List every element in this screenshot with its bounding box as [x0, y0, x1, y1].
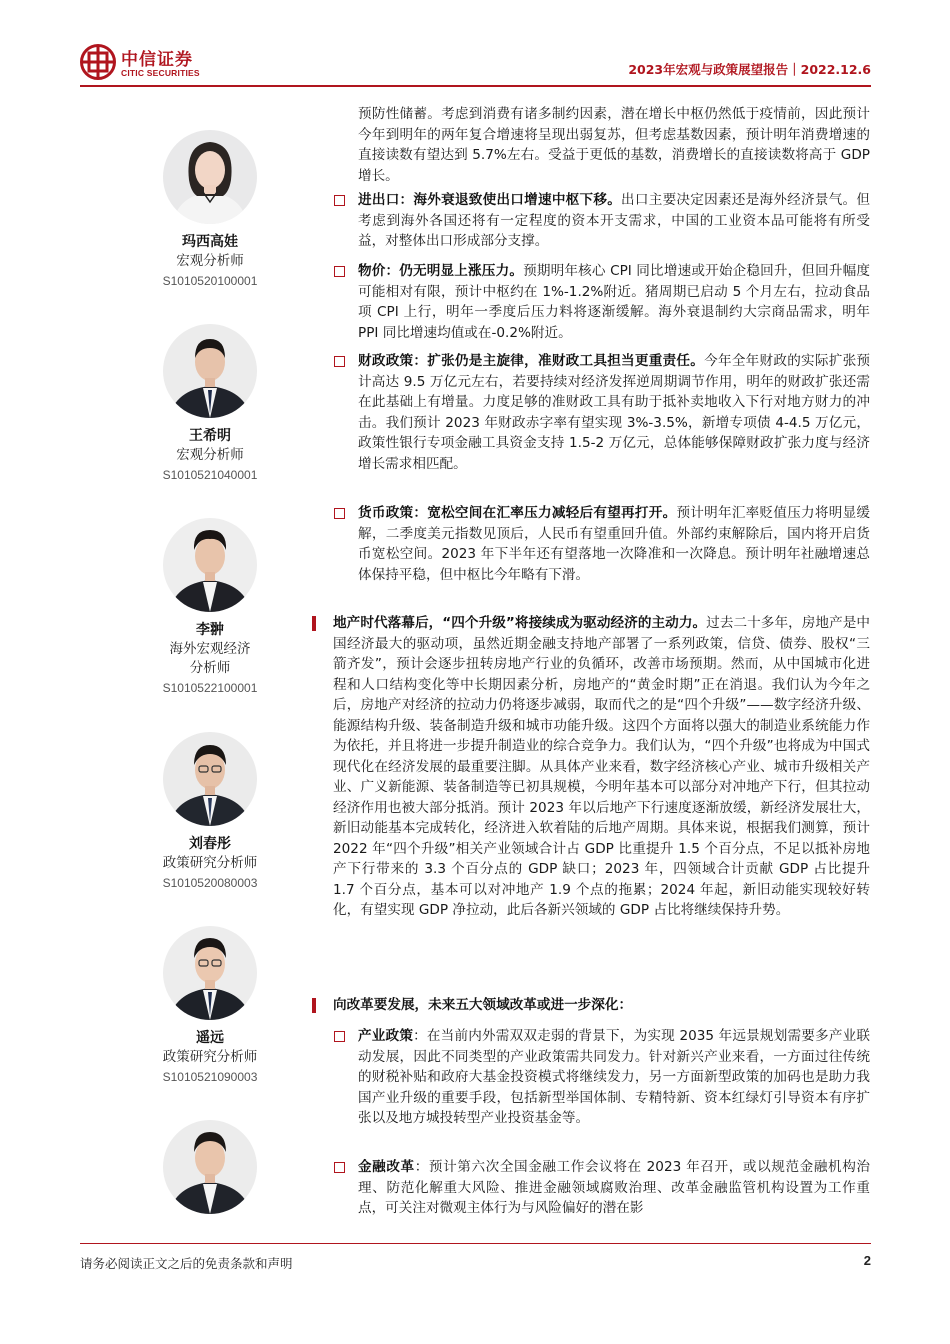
bullet-square-icon: [334, 508, 345, 519]
analyst-license-id: S1010520080003: [162, 876, 258, 890]
paragraph-text: 预计明年汇率贬值压力将明显缓解，二季度美元指数见顶后，人民币有望重回升值。外部约束解除后，国内将开启货币宽松空间。2023 年下半年还有望落地一次降准和一次降息。预计明年社融增速总体保持平稳，但中枢比今年略有下滑。: [358, 505, 871, 583]
page-number: 2: [863, 1253, 871, 1268]
analyst-role: 宏观分析师: [176, 447, 244, 463]
paragraph-text: 预防性储蓄。考虑到消费有诸多制约因素，潜在增长中枢仍然低于疫情前，因此预计今年到明年的两年复合增速将呈现出弱复苏，但考虑基数因素，预计明年消费增速的直接读数有望达到 5.7%左右。受益于更低的基数，消费增长的直接读数将高于 GDP 增长。: [358, 106, 870, 184]
paragraph-text: 过去二十多年，房地产是中国经济最大的驱动项，虽然近期金融支持地产部署了一系列政策，信贷、债券、股权“三箭齐发”，预计会逐步扭转房地产行业的负循环，改善市场预期。然而，从中国城市化进程和人口结构变化等中长期因素分析，房地产的“黄金时期”正在消退。我们认为今年之后，房地产对经济的拉动力仍将逐步减弱，取而代之的是“四个升级”——数字经济升级、能源结构升级、装备制造升级和城市功能升级。这四个方面将以强大的制造业系统能力作为依托，并且将进一步提升制造业的综合竞争力。我们认为，“四个升级”也将成为中国式现代化在经济发展的最重要注脚。从具体产业来看，数字经济核心产业、城市升级相关产业、广义新能源、装备制造等已初具规模，今明年基本可以部分对冲地产下行，但其拉动经济作用也被大部分抵消。预计 2023 年以后地产下行速度逐渐放缓，新经济发展壮大，新旧动能基本完成转化，经济进入软着陆的后地产周期。具体来说，根据我们测算，预计 2022 年“四个升级”相关产业领域合计占 GDP 比重提升 1.5 个百分点，不足以抵补房地产下行带来的 3.3 个百分点的 GDP 缺口；2023 年，四领域合计贡献 GDP 占比提升 1.7 个百分点，基本可以对冲地产 1.9 个点的拖累；2024 年起，新旧动能实现较好转化，有望实现 GDP 净拉动，此后各新兴领域的 GDP 占比将继续保持升势。: [333, 615, 871, 918]
paragraph-heading: 地产时代落幕后，“四个升级”将接续成为驱动经济的主动力。: [333, 615, 707, 631]
reform-heading: [333, 995, 870, 1016]
footer-divider: [80, 1243, 871, 1244]
consumption-paragraph: [358, 104, 870, 186]
prices-paragraph: [358, 261, 870, 343]
section-marker-bar: [312, 998, 316, 1013]
analyst-card: [130, 518, 290, 698]
finance-reform-paragraph: [358, 1157, 870, 1219]
analyst-card: [130, 926, 290, 1087]
analyst-role: 宏观分析师: [176, 253, 244, 269]
property-paragraph: [333, 613, 870, 921]
industry-policy-paragraph: [358, 1026, 870, 1129]
citic-logo-icon: [80, 44, 116, 80]
bullet-square-icon: [334, 356, 345, 367]
paragraph-text: ：在当前内外需双双走弱的背景下，为实现 2035 年远景规划需要多产业联动发展，因此不同类型的产业政策需共同发力。针对新兴产业来看，一方面过往传统的财税补贴和政府大基金投资模式将继续发力，另一方面新型政策的加码也是助力我国产业升级的重要手段，包括新型举国体制、专精特新、资本红绿灯引导资本有序扩张以及地方城投转型产业投资基金等。: [358, 1028, 870, 1126]
paragraph-text: 今年全年财政的实际扩张预计高达 9.5 万亿元左右，若要持续对经济发挥逆周期调节作用，明年的财政扩张还需在此基础上有增量。力度足够的准财政工具有助于抵补卖地收入下行对地方财力的冲击。我们预计 2023 年财政赤字率有望实现 3%-3.5%，新增专项债 4-4.5 万亿元，政策性银行专项金融工具资金支持 1.5-2 万亿元，总体能够保障财政扩张力度与经济增长需求相匹配。: [358, 353, 871, 472]
paragraph-text: 出口主要决定因素还是海外经济景气。但考虑到海外各国还将有一定程度的资本开支需求，中国的工业资本品可能将有所受益，对整体出口形成部分支撑。: [358, 192, 870, 249]
paragraph-heading: 产业政策: [358, 1028, 414, 1044]
bullet-square-icon: [334, 266, 345, 277]
analyst-card: [130, 130, 290, 291]
exports-paragraph: [358, 190, 870, 252]
analyst-name: 李翀: [196, 622, 224, 638]
paragraph-text: 预期明年核心 CPI 同比增速或开始企稳回升，但回升幅度可能相对有限，预计中枢约在 1%-1.2%附近。猪周期已启动 5 个月左右，拉动食品项 CPI 上行，明年一季度后压力料将逐渐缓解。海外衰退制约大宗商品需求，明年 PPI 同比增速均值或在-0.2%附近。: [358, 263, 871, 341]
analyst-name: 刘春彤: [189, 836, 231, 852]
analyst-card: [130, 1120, 290, 1214]
analyst-photo: [163, 926, 257, 1020]
analyst-license-id: S1010521090003: [162, 1070, 258, 1084]
bullet-square-icon: [334, 1031, 345, 1042]
section-heading: 向改革要发展，未来五大领域改革或进一步深化：: [333, 997, 633, 1013]
logo-text-en: CITIC SECURITIES: [121, 68, 200, 78]
analyst-name: 玛西高娃: [182, 234, 238, 250]
analyst-role: 政策研究分析师: [162, 855, 258, 871]
bullet-square-icon: [334, 1162, 345, 1173]
footer-disclaimer: 请务必阅读正文之后的免责条款和声明: [80, 1256, 293, 1271]
analyst-license-id: S1010521040001: [162, 468, 258, 482]
analyst-photo: [163, 518, 257, 612]
analyst-card: [130, 324, 290, 485]
paragraph-heading: 进出口：海外衰退致使出口增速中枢下移。: [358, 192, 622, 208]
section-marker-bar: [312, 616, 316, 631]
paragraph-heading: 财政政策：扩张仍是主旋律，准财政工具担当更重责任。: [358, 353, 705, 369]
fiscal-paragraph: [358, 351, 870, 474]
analyst-photo: [163, 324, 257, 418]
bullet-square-icon: [334, 195, 345, 206]
analyst-name: 王希明: [189, 428, 231, 444]
logo-text-cn: 中信证券: [121, 50, 193, 70]
analyst-photo: [163, 732, 257, 826]
monetary-paragraph: [358, 503, 870, 585]
paragraph-text: ：预计第六次全国金融工作会议将在 2023 年召开，或以规范金融机构治理、防范化解重大风险、推进金融领域腐败治理、改革金融监管机构设置为工作重点，可关注对微观主体行为与风险偏好的潜在影: [358, 1159, 870, 1216]
analyst-license-id: S1010522100001: [162, 681, 258, 695]
analyst-role: 海外宏观经济: [169, 641, 251, 657]
analyst-photo: [163, 130, 257, 224]
paragraph-heading: 金融改革: [358, 1159, 415, 1175]
paragraph-heading: 物价：仍无明显上涨压力。: [358, 263, 524, 279]
header-divider: [80, 85, 871, 87]
analyst-photo: [163, 1120, 257, 1214]
analyst-name: 遥远: [196, 1030, 224, 1046]
report-title: 2023年宏观与政策展望报告｜2022.12.6: [628, 62, 871, 77]
analyst-role: 政策研究分析师: [162, 1049, 258, 1065]
analyst-card: [130, 732, 290, 893]
paragraph-heading: 货币政策：宽松空间在汇率压力减轻后有望再打开。: [358, 505, 677, 521]
analyst-role: 分析师: [189, 660, 231, 676]
page-header: [0, 0, 950, 90]
analyst-license-id: S1010520100001: [162, 274, 258, 288]
